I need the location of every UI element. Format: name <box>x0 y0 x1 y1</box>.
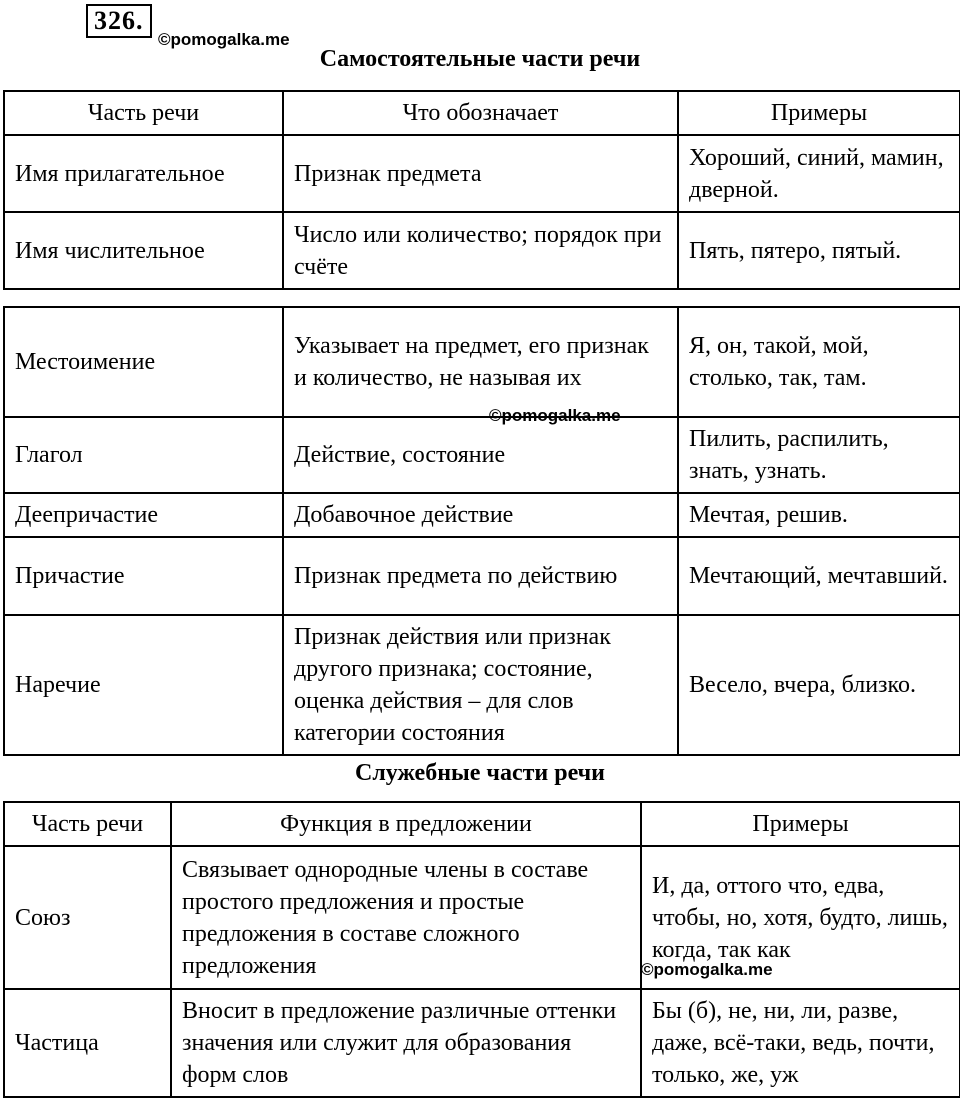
table-row <box>4 846 960 989</box>
heading-independent: Самостоятельные части речи <box>319 46 641 72</box>
table-row <box>4 537 960 615</box>
cell-part: Частица <box>4 989 171 1097</box>
table-row <box>4 212 960 289</box>
column-header-examples: Примеры <box>641 802 960 846</box>
column-header-part: Часть речи <box>4 802 171 846</box>
cell-examples: Пять, пятеро, пятый. <box>678 212 960 289</box>
cell-meaning: Признак предмета <box>283 135 678 212</box>
cell-examples: Я, он, такой, мой, столько, так, там. <box>678 307 960 417</box>
cell-meaning: Число или количество; порядок при счёте <box>283 212 678 289</box>
table-header-row <box>4 91 960 135</box>
cell-part: Союз <box>4 846 171 989</box>
cell-meaning: Действие, состояние <box>283 417 678 493</box>
table-row <box>4 493 960 537</box>
watermark: ©pomogalka.me <box>641 960 773 979</box>
cell-examples: Бы (б), не, ни, ли, разве, даже, всё-таки, ведь, почти, только, же, уж <box>641 989 960 1097</box>
cell-meaning: Добавочное действие <box>283 493 678 537</box>
table-row <box>4 989 960 1097</box>
table-row <box>4 615 960 755</box>
table-independent-top <box>3 90 960 290</box>
table-independent-bottom <box>3 306 960 756</box>
table-function <box>3 801 960 1098</box>
cell-meaning: Признак предмета по действию <box>283 537 678 615</box>
cell-examples: Мечтающий, мечтавший. <box>678 537 960 615</box>
cell-function: Вносит в предложение различные оттенки значения или служит для образования форм слов <box>171 989 641 1097</box>
cell-function: Связывает однородные члены в составе простого предложения и простые предложения в составе сложного предложения <box>171 846 641 989</box>
column-header-meaning: Что обозначает <box>283 91 678 135</box>
watermark: ©pomogalka.me <box>489 406 621 425</box>
cell-meaning: Указывает на предмет, его признак и количество, не называя их <box>283 307 678 417</box>
cell-part: Имя прилагательное <box>4 135 283 212</box>
cell-part: Наречие <box>4 615 283 755</box>
watermark: ©pomogalka.me <box>158 30 290 49</box>
column-header-examples: Примеры <box>678 91 960 135</box>
heading-function: Служебные части речи <box>354 760 605 786</box>
cell-part: Деепричастие <box>4 493 283 537</box>
cell-examples: Хороший, синий, мамин, дверной. <box>678 135 960 212</box>
column-header-part: Часть речи <box>4 91 283 135</box>
cell-examples: И, да, оттого что, едва, чтобы, но, хотя, будто, лишь, когда, так как <box>641 846 960 989</box>
table-row <box>4 135 960 212</box>
cell-examples: Мечтая, решив. <box>678 493 960 537</box>
cell-meaning: Признак действия или признак другого признака; состояние, оценка действия – для слов категории состояния <box>283 615 678 755</box>
column-header-function: Функция в предложении <box>171 802 641 846</box>
table-row <box>4 417 960 493</box>
cell-part: Местоимение <box>4 307 283 417</box>
cell-part: Имя числительное <box>4 212 283 289</box>
exercise-number: 326. <box>86 4 152 38</box>
table-header-row <box>4 802 960 846</box>
cell-part: Причастие <box>4 537 283 615</box>
table-row <box>4 307 960 417</box>
cell-examples: Весело, вчера, близко. <box>678 615 960 755</box>
cell-part: Глагол <box>4 417 283 493</box>
cell-examples: Пилить, распилить, знать, узнать. <box>678 417 960 493</box>
